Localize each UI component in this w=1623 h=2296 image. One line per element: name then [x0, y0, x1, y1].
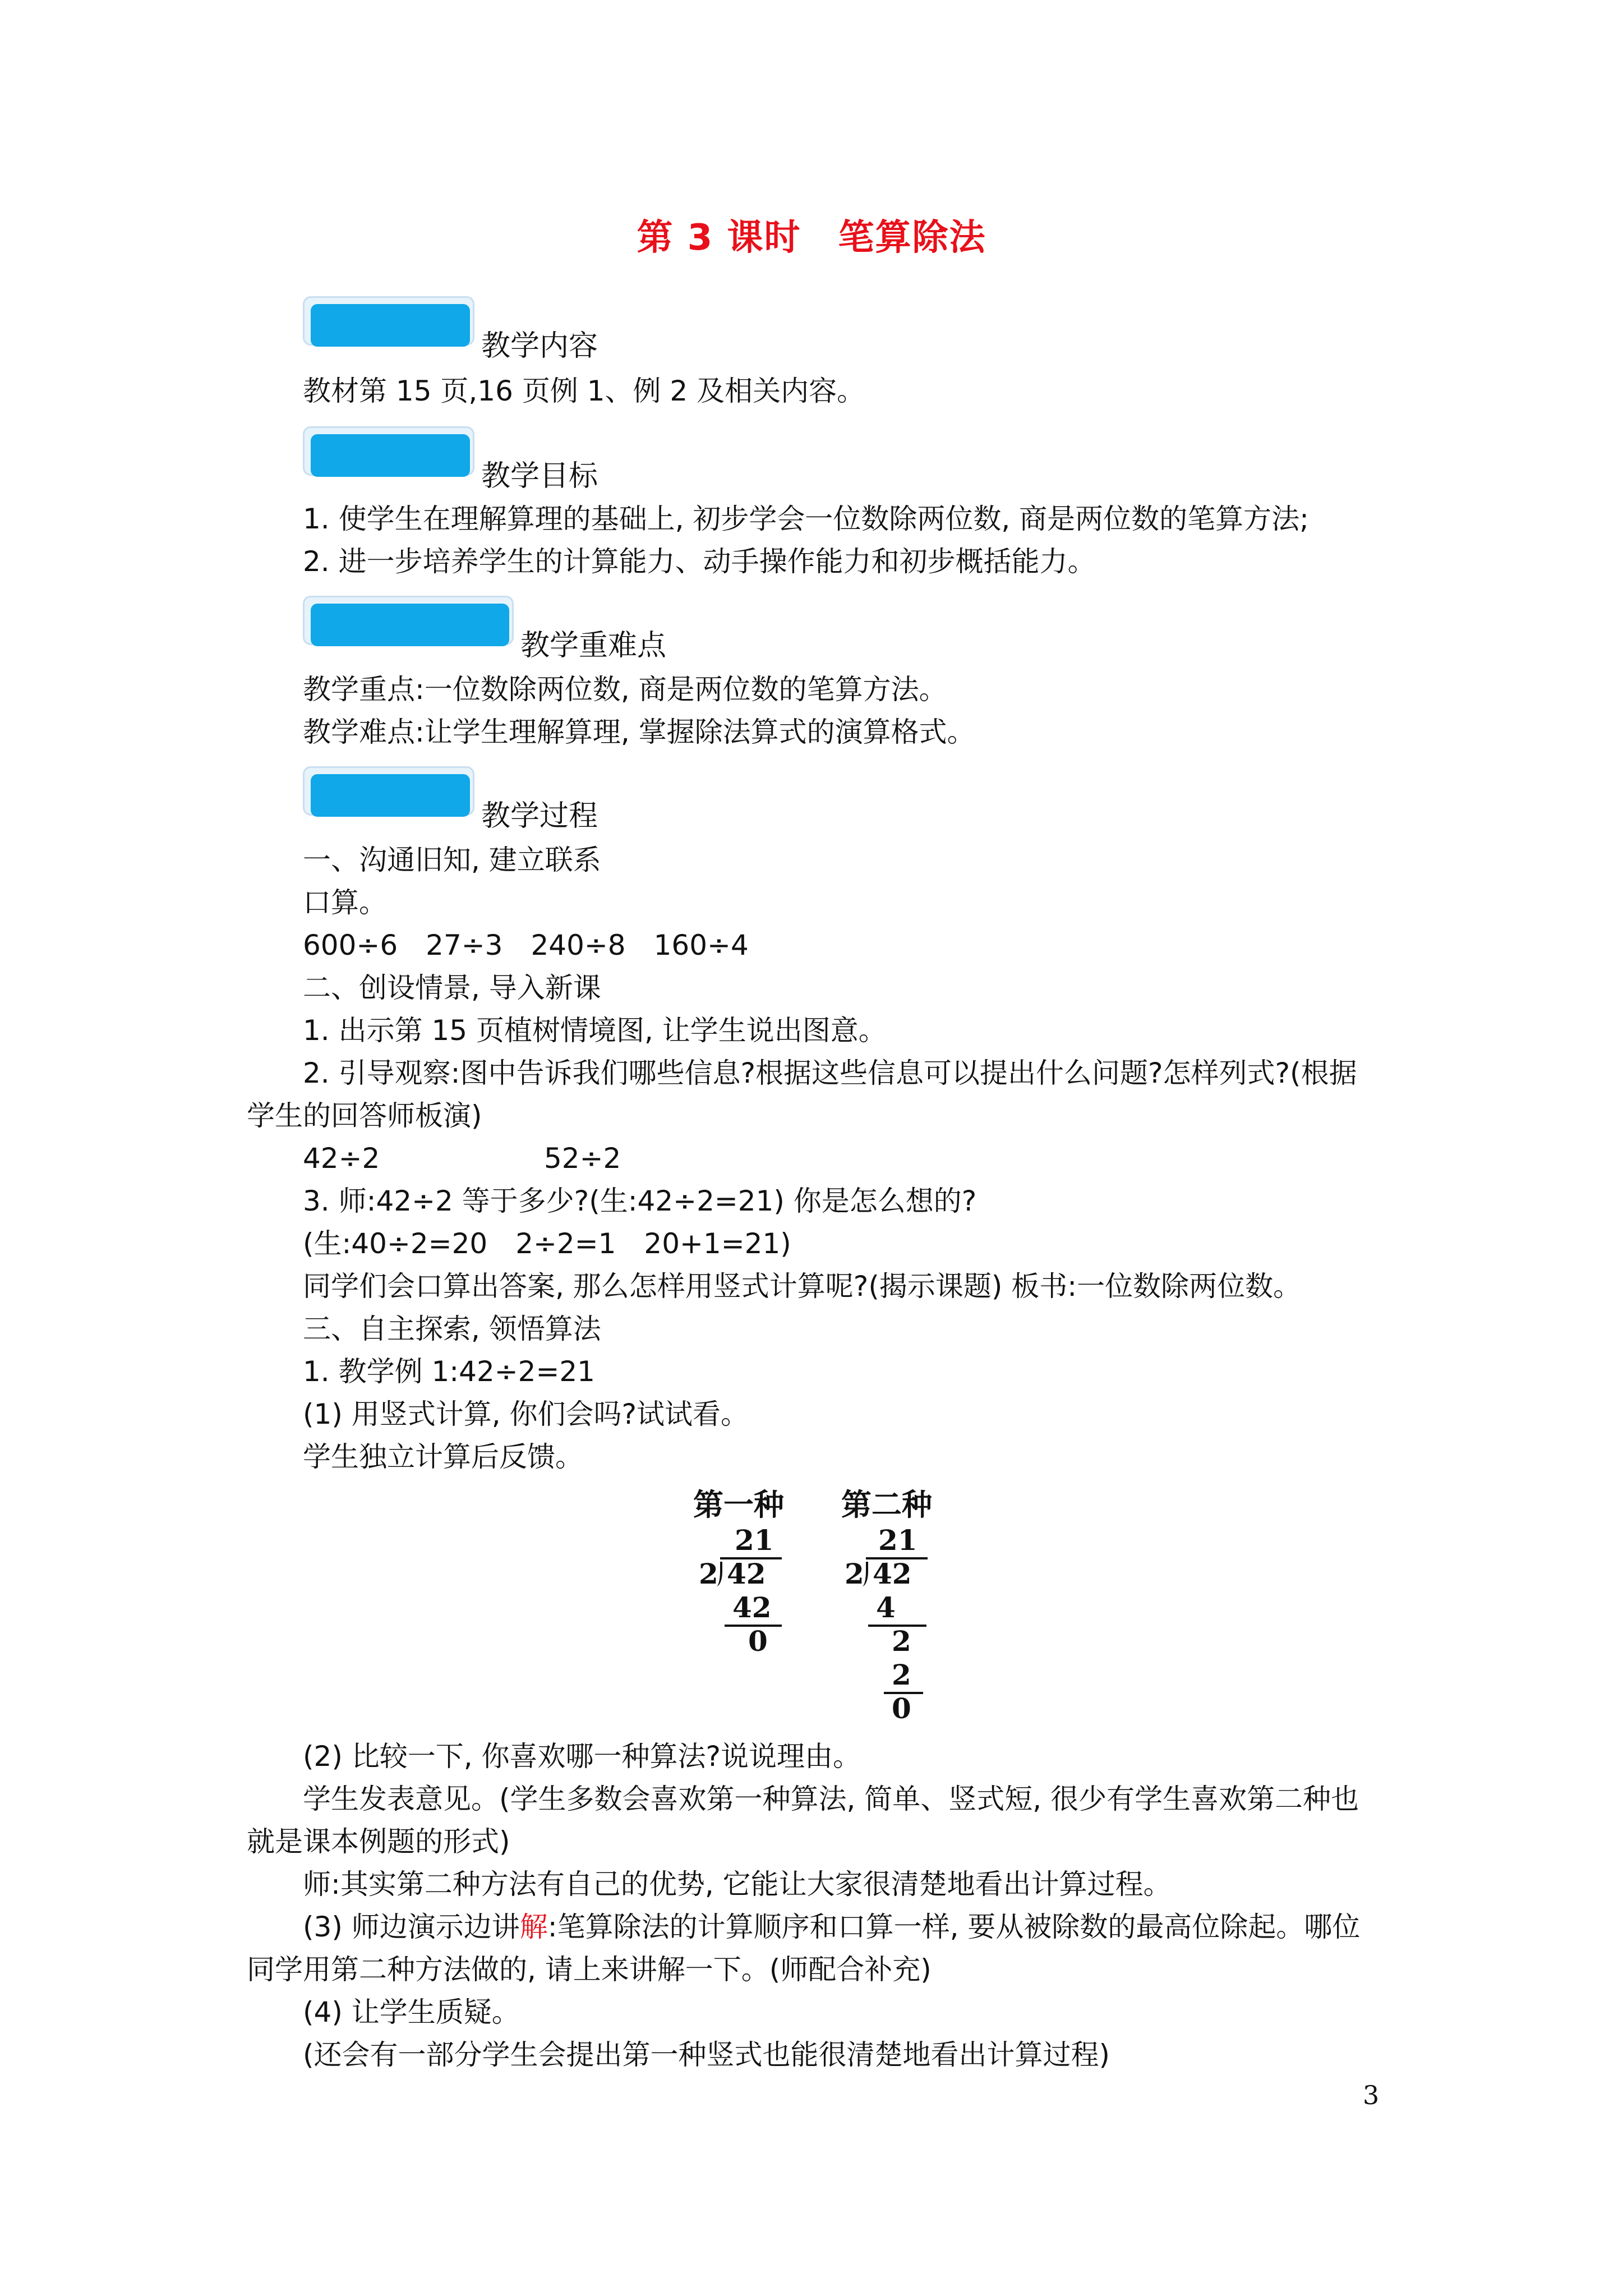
- key-line-1: 教学重点:一位数除两位数, 商是两位数的笔算方法。: [303, 673, 947, 706]
- section-label-goals: 教学目标: [481, 459, 598, 493]
- process-line: 师:其实第二种方法有自己的优势, 它能让大家很清楚地看出计算过程。: [303, 1868, 1172, 1901]
- section-tag-process: [303, 766, 598, 833]
- process-line: 学生发表意见。(学生多数会喜欢第一种算法, 简单、竖式短, 很少有学生喜欢第二种也: [303, 1783, 1359, 1815]
- calc-second-bracket: [858, 1562, 868, 1586]
- content-line-1: 教材第 15 页,16 页例 1、例 2 及相关内容。: [303, 375, 865, 407]
- section-label-process: 教学过程: [481, 799, 598, 833]
- section-tag-content: [303, 296, 598, 363]
- calc-second-dividend: 42: [873, 1557, 912, 1590]
- calc-heading-second: 第二种: [841, 1487, 932, 1522]
- calc-second-step2: 2: [892, 1658, 911, 1691]
- process-line: 就是课本例题的形式): [247, 1825, 510, 1858]
- process-line: (4) 让学生质疑。: [303, 1996, 520, 2028]
- goal-line-2: 2. 进一步培养学生的计算能力、动手操作能力和初步概括能力。: [303, 545, 1096, 578]
- process-line: 1. 出示第 15 页植树情境图, 让学生说出图意。: [303, 1014, 887, 1047]
- calc-first-quotient: 21: [735, 1524, 774, 1557]
- calc-first-divisor: 2: [699, 1557, 718, 1590]
- calc-first-product: 42: [732, 1591, 772, 1624]
- key-line-2: 教学难点:让学生理解算理, 掌握除法算式的演算格式。: [303, 716, 975, 748]
- tag-fill: [311, 304, 470, 347]
- process-line: 二、创设情景, 导入新课: [303, 972, 601, 1004]
- highlighted-character: 解: [519, 1911, 548, 1943]
- process-line: 同学用第二种方法做的, 请上来讲解一下。(师配合补充): [247, 1953, 932, 1986]
- section-tag-keypoints: [303, 596, 667, 662]
- calc-second-step1: 4: [876, 1591, 896, 1624]
- calc-first-remainder: 0: [748, 1625, 768, 1658]
- lesson-title: 第 3 课时 笔算除法: [637, 217, 986, 259]
- section-label-content: 教学内容: [481, 329, 598, 363]
- process-line: 2. 引导观察:图中告诉我们哪些信息?根据这些信息可以提出什么问题?怎样列式?(根据: [303, 1057, 1357, 1089]
- tag-fill: [311, 434, 470, 477]
- page-number: 3: [1363, 2080, 1380, 2110]
- text-segment: (3) 师边演示边讲: [303, 1911, 520, 1943]
- process-line: 学生的回答师板演): [247, 1099, 482, 1132]
- process-line: 学生独立计算后反馈。: [303, 1441, 583, 1473]
- calc-first-bracket: [712, 1562, 722, 1586]
- calc-first-dividend: 42: [727, 1557, 766, 1590]
- process-line: 口算。: [303, 886, 387, 919]
- calc-heading-first: 第一种: [693, 1487, 784, 1522]
- calc-second-remainder: 0: [892, 1692, 911, 1725]
- process-line: (生:40÷2=20 2÷2=1 20+1=21): [303, 1227, 791, 1260]
- process-line: 一、沟通旧知, 建立联系: [303, 844, 601, 876]
- process-line: 1. 教学例 1:42÷2=21: [303, 1355, 595, 1388]
- process-line-with-highlight: [303, 1907, 1360, 1947]
- process-line: (2) 比较一下, 你喜欢哪一种算法?说说理由。: [303, 1740, 861, 1773]
- calc-second-divisor: 2: [845, 1557, 864, 1590]
- process-line: 同学们会口算出答案, 那么怎样用竖式计算呢?(揭示课题) 板书:一位数除两位数。: [303, 1270, 1302, 1303]
- process-line: 3. 师:42÷2 等于多少?(生:42÷2=21) 你是怎么想的?: [303, 1185, 977, 1217]
- calc-second-bring-down: 2: [892, 1625, 911, 1658]
- equation-right: 52÷2: [544, 1142, 621, 1175]
- tag-fill: [311, 774, 470, 817]
- section-tag-goals: [303, 426, 598, 493]
- tag-fill: [311, 604, 509, 646]
- process-line: 三、自主探索, 领悟算法: [303, 1313, 601, 1345]
- goal-line-1: 1. 使学生在理解算理的基础上, 初步学会一位数除两位数, 商是两位数的笔算方法;: [303, 503, 1310, 535]
- oral-calc-line: 600÷6 27÷3 240÷8 160÷4: [303, 929, 749, 961]
- equation-left: 42÷2: [303, 1142, 380, 1175]
- process-line: (1) 用竖式计算, 你们会吗?试试看。: [303, 1398, 749, 1430]
- calc-second-quotient: 21: [878, 1524, 917, 1557]
- section-label-keypoints: 教学重难点: [520, 629, 667, 662]
- text-segment: :笔算除法的计算顺序和口算一样, 要从被除数的最高位除起。哪位: [547, 1911, 1361, 1943]
- process-line: (还会有一部分学生会提出第一种竖式也能很清楚地看出计算过程): [303, 2039, 1110, 2071]
